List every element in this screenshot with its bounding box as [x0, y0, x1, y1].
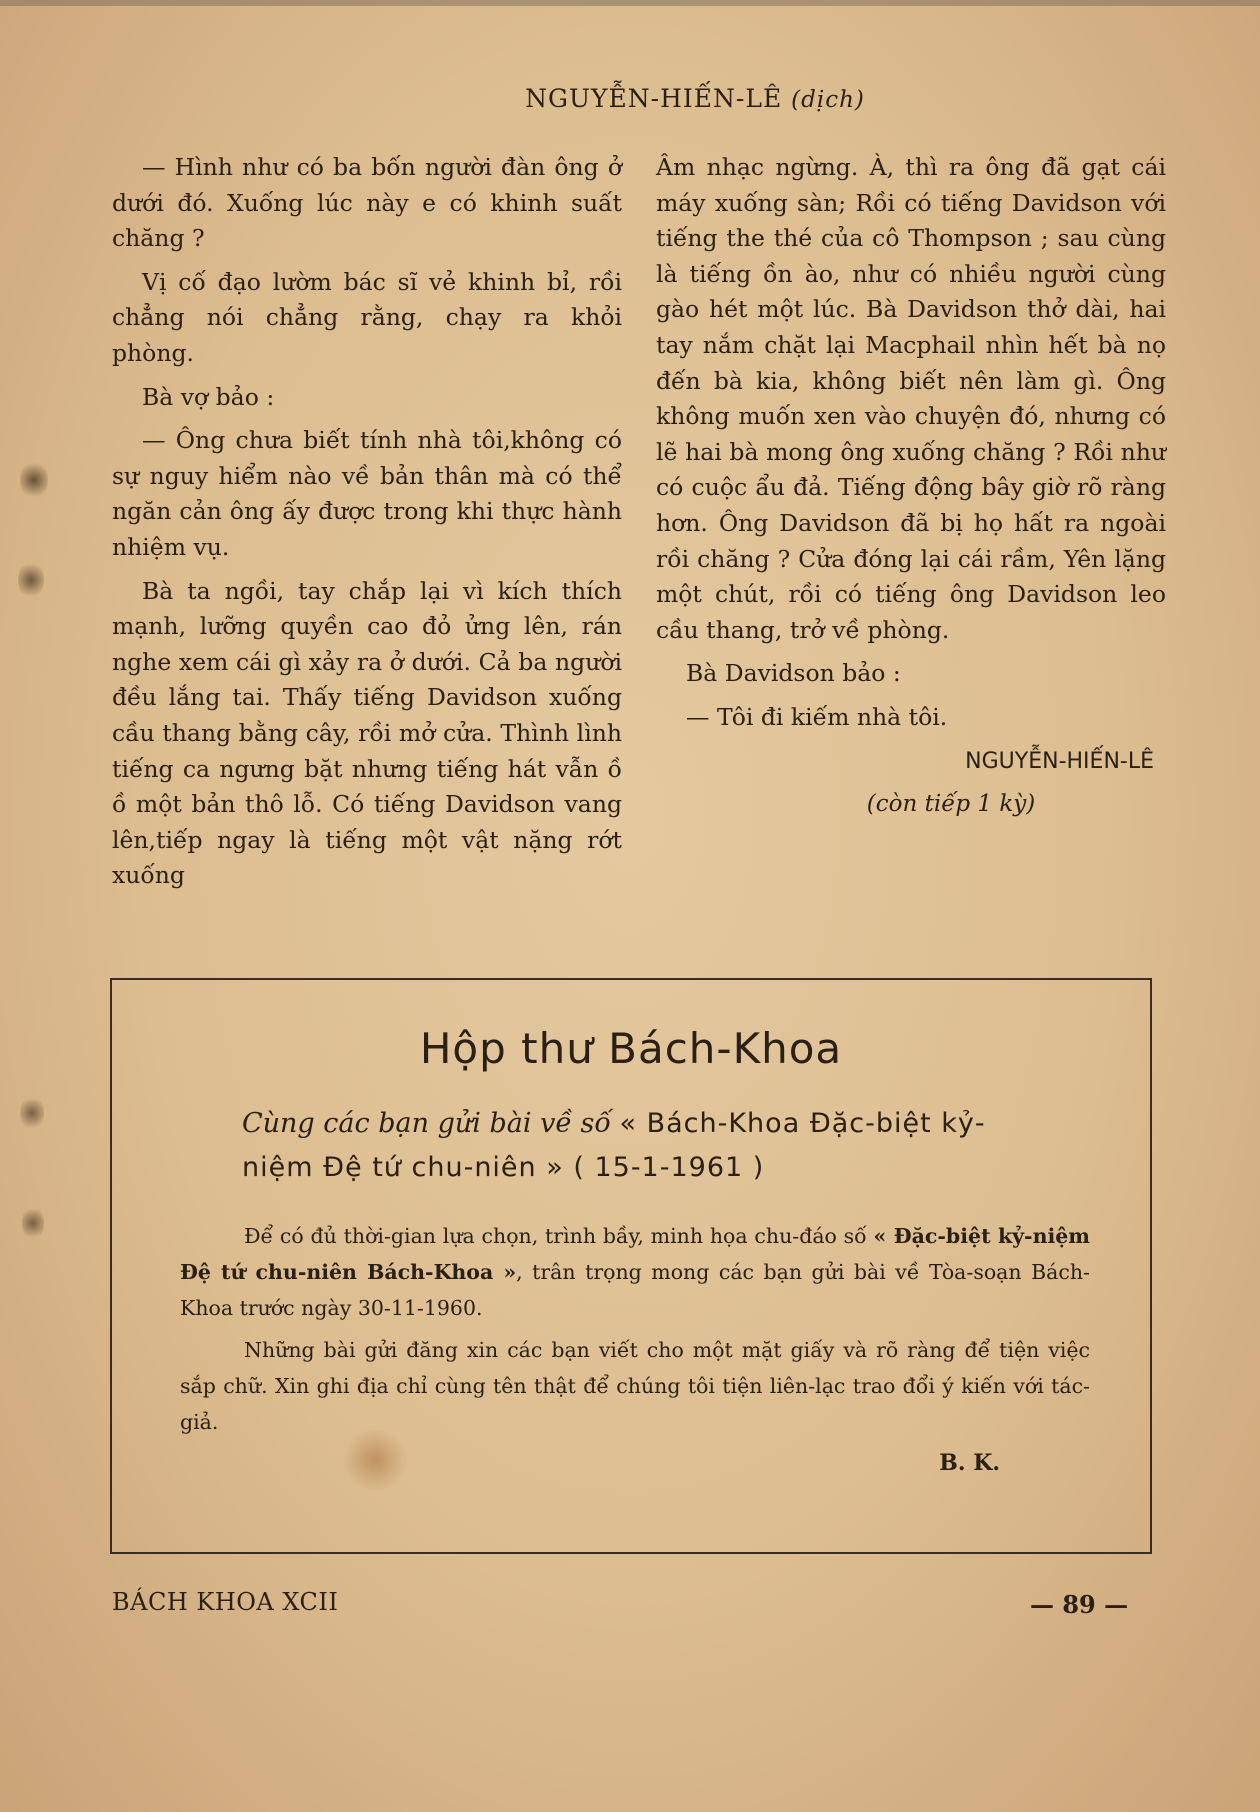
- mailbox-title: Hộp thư Bách-Khoa: [419, 1024, 843, 1073]
- paragraph: — Tôi đi kiếm nhà tôi.: [686, 702, 948, 731]
- mailbox-intro-italic: Cùng các bạn gửi bài về số: [242, 1108, 611, 1139]
- footer-magazine: BÁCH KHOA XCII: [112, 1588, 339, 1616]
- continued-note: (còn tiếp 1 kỳ): [866, 791, 1036, 818]
- mailbox-text: , trân trọng mong các bạn gửi bài về Tòa-soạn Bách-Khoa trước ngày 30-11-1960.: [180, 1260, 1090, 1320]
- mailbox-intro: [242, 1102, 1042, 1190]
- paragraph: Bà vợ bảo :: [142, 382, 275, 411]
- paper-stain: [22, 1205, 44, 1241]
- mailbox-paragraph: Những bài gửi đăng xin các bạn viết cho một mặt giấy và rõ ràng để tiện việc sắp chữ. Xin ghi địa chỉ cùng tên thật để chúng tôi tiện liên-lạc trao đổi ý kiến với tác-giả.: [180, 1338, 1090, 1434]
- running-header: [0, 84, 1260, 113]
- paragraph: Vị cố đạo lườm bác sĩ vẻ khinh bỉ, rồi chẳng nói chẳng rằng, chạy ra khỏi phòng.: [112, 267, 622, 367]
- paper-stain: [20, 460, 48, 500]
- footer-page-number: — 89 —: [1030, 1590, 1129, 1619]
- mailbox-paragraph: [180, 1218, 1090, 1326]
- header-note: (dịch): [791, 87, 865, 113]
- paragraph: Âm nhạc ngừng. À, thì ra ông đã gạt cái máy xuống sàn; Rồi có tiếng Davidson với tiếng the thé của cô Thompson ; sau cùng là tiếng ồn ào, như có nhiều người cùng gào hét một lúc. Bà Davidson thở dài, hai tay nắm chặt lại Macphail nhìn hết bà nọ đến bà kia, không biết nên làm gì. Ông không muốn xen vào chuyện đó, nhưng có lẽ hai bà mong ông xuống chăng ? Rồi như có cuộc ẩu đả. Tiếng động bây giờ rõ ràng hơn. Ông Davidson đã bị họ hất ra ngoài rồi chăng ? Cửa đóng lại cái rầm, Yên lặng một chút, rồi có tiếng ông Davidson leo cầu thang, trở về phòng.: [656, 153, 1166, 644]
- mailbox-text: Để có đủ thời-gian lựa chọn, trình bầy, minh họa chu-đáo số: [244, 1224, 867, 1248]
- paragraph: Bà Davidson bảo :: [686, 659, 901, 688]
- mailbox-issue-name: « Đặc-biệt kỷ-niệm Đệ tứ chu-niên Bách-Khoa »: [180, 1224, 1090, 1284]
- paragraph: — Hình như có ba bốn người đàn ông ở dưới đó. Xuống lúc này e có khinh suất chăng ?: [112, 153, 622, 253]
- author-signature: NGUYỄN-HIẾN-LÊ: [965, 748, 1154, 774]
- mailbox-signoff: B. K.: [939, 1450, 1000, 1476]
- header-author: NGUYỄN-HIẾN-LÊ: [525, 84, 783, 113]
- left-column: [112, 150, 622, 902]
- paper-stain: [20, 1095, 44, 1131]
- paragraph: — Ông chưa biết tính nhà tôi,không có sự nguy hiểm nào về bản thân mà có thể ngăn cản ông ấy được trong khi thực hành nhiệm vụ.: [112, 426, 622, 561]
- page-top-edge: [0, 0, 1260, 6]
- mailbox-body: [180, 1218, 1090, 1446]
- mailbox-notice: [110, 978, 1152, 1554]
- mailbox-intro-special: « Bách-Khoa Đặc-biệt kỷ-niệm Đệ tứ chu-niên » ( 15-1-1961 ): [242, 1108, 986, 1183]
- paragraph: Bà ta ngồi, tay chắp lại vì kích thích mạnh, lưỡng quyền cao đỏ ửng lên, rán nghe xem cái gì xảy ra ở dưới. Cả ba người đều lắng tai. Thấy tiếng Davidson xuống cầu thang bằng cây, rồi mở cửa. Thình lình tiếng ca ngưng bặt nhưng tiếng hát vẫn ồ ồ một bản thô lỗ. Có tiếng Davidson vang lên,tiếp ngay là tiếng một vật nặng rớt xuống: [112, 576, 622, 890]
- paper-stain: [18, 560, 44, 600]
- right-column: [656, 150, 1166, 831]
